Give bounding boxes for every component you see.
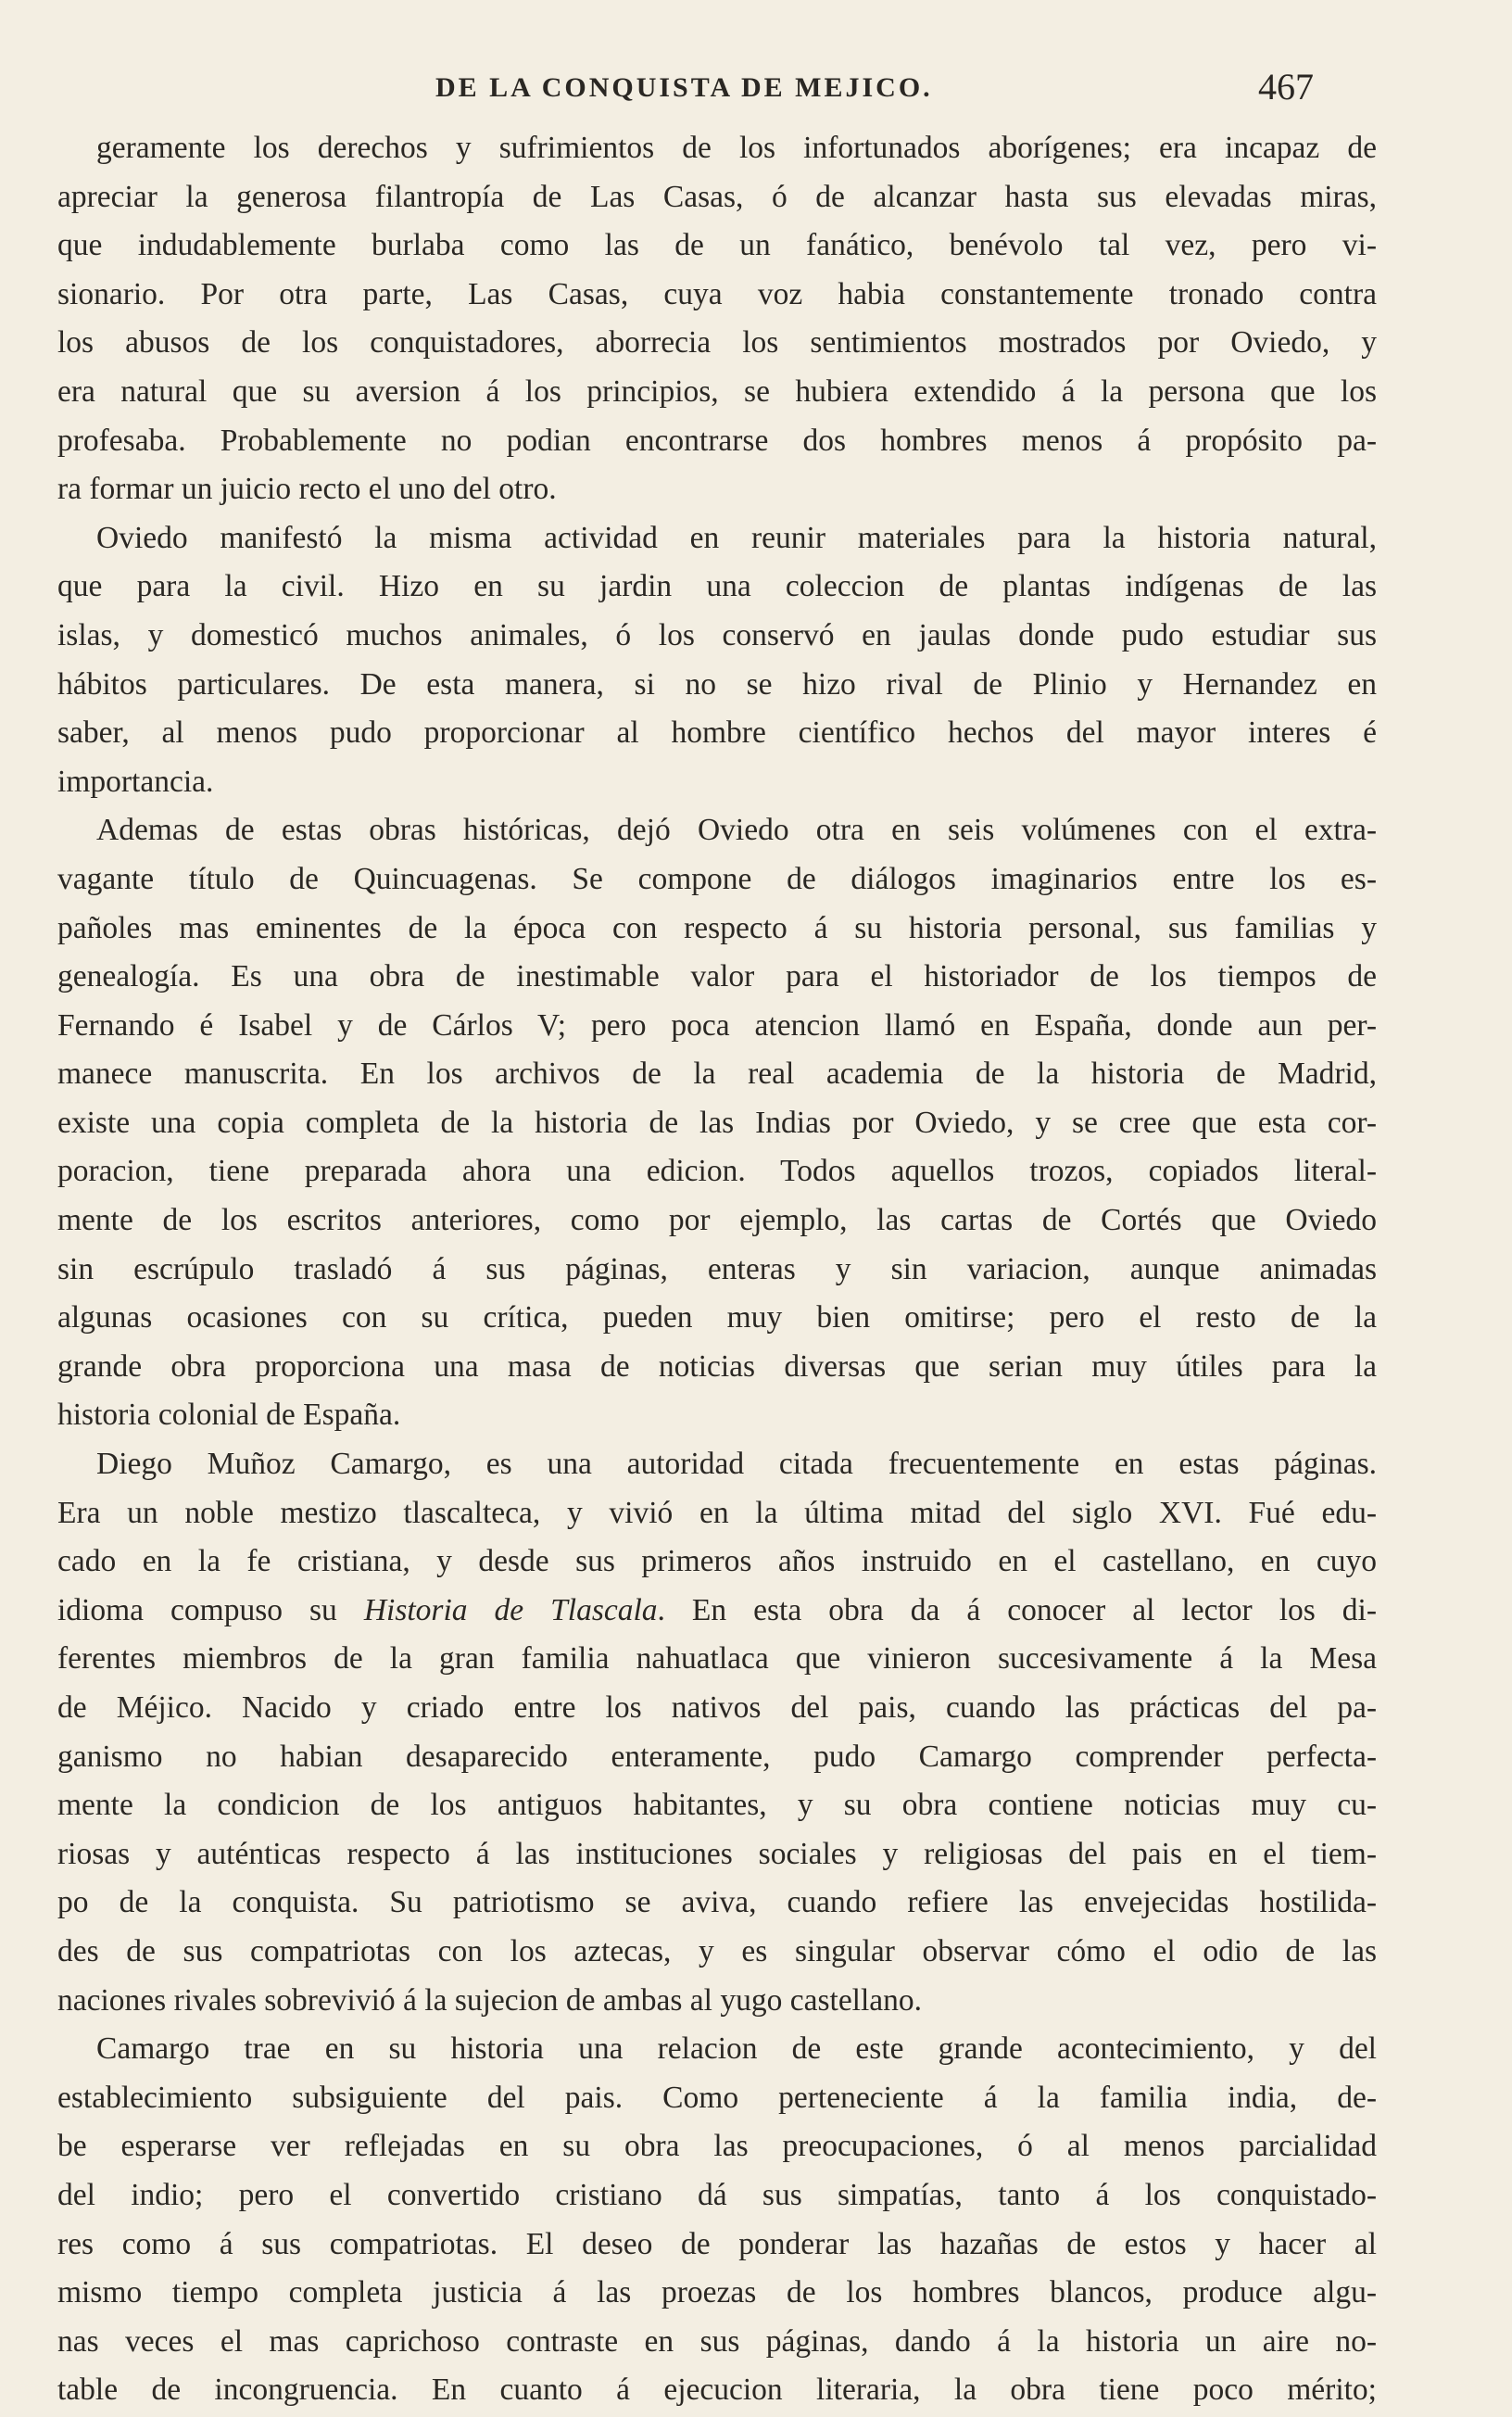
- text-line: mente de los escritos anteriores, como por ejemplo, las cartas de Cortés que Oviedo: [57, 1203, 1377, 1238]
- text-line: res como á sus compatriotas. El deseo de ponderar las hazañas de estos y hacer al: [57, 2226, 1377, 2261]
- text-line: po de la conquista. Su patriotismo se aviva, cuando refiere las envejecidas hostilida-: [57, 1885, 1377, 1920]
- text-line: sin escrúpulo trasladó á sus páginas, enteras y sin variacion, aunque animadas: [57, 1251, 1377, 1286]
- paragraph: [57, 514, 1377, 807]
- text-line: existe una copia completa de la historia de las Indias por Oviedo, y se cree que esta cor-: [57, 1105, 1377, 1140]
- text-line: de Méjico. Nacido y criado entre los nativos del pais, cuando las prácticas del pa-: [57, 1690, 1377, 1725]
- running-title: DE LA CONQUISTA DE MEJICO.: [435, 72, 933, 103]
- page-number: 467: [1258, 66, 1314, 108]
- text-line: riosas y auténticas respecto á las instituciones sociales y religiosas del pais en el tiem-: [57, 1836, 1377, 1871]
- text-line: grande obra proporciona una masa de noticias diversas que serian muy útiles para la: [57, 1348, 1377, 1384]
- text-line: Camargo trae en su historia una relacion de este grande acontecimiento, y del: [96, 2031, 1377, 2067]
- paragraph: [57, 2025, 1377, 2415]
- text-line: apreciar la generosa filantropía de Las Casas, ó de alcanzar hasta sus elevadas miras,: [57, 179, 1377, 214]
- text-line: vagante título de Quincuagenas. Se compone de diálogos imaginarios entre los es-: [57, 861, 1377, 896]
- text-line: Fernando é Isabel y de Cárlos V; pero poca atencion llamó en España, donde aun per-: [57, 1007, 1377, 1043]
- text-line: nas veces el mas caprichoso contraste en sus páginas, dando á la historia un aire no-: [57, 2323, 1377, 2359]
- text-line: ganismo no habian desaparecido enteramente, pudo Camargo comprender perfecta-: [57, 1739, 1377, 1774]
- text-line: del indio; pero el convertido cristiano dá sus simpatías, tanto á los conquistado-: [57, 2177, 1377, 2212]
- book-title-italic: Historia de Tlascala: [363, 1592, 658, 1627]
- text-line: islas, y domesticó muchos animales, ó los conservó en jaulas donde pudo estudiar sus: [57, 617, 1377, 652]
- paragraph: [57, 124, 1377, 514]
- text-line: que indudablemente burlaba como las de un fanático, benévolo tal vez, pero vi-: [57, 228, 1377, 263]
- text-line: algunas ocasiones con su crítica, pueden muy bien omitirse; pero el resto de la: [57, 1300, 1377, 1335]
- text-line: establecimiento subsiguiente del pais. Como perteneciente á la familia india, de-: [57, 2080, 1377, 2115]
- text-line: hábitos particulares. De esta manera, si no se hizo rival de Plinio y Hernandez en: [57, 666, 1377, 702]
- text-line: genealogía. Es una obra de inestimable valor para el historiador de los tiempos de: [57, 959, 1377, 994]
- text-line: idioma compuso su Historia de Tlascala. En esta obra da á conocer al lector los di-: [57, 1592, 1377, 1627]
- text-line: Era un noble mestizo tlascalteca, y vivió en la última mitad del siglo XVI. Fué edu-: [57, 1495, 1377, 1530]
- text-line: mente la condicion de los antiguos habitantes, y su obra contiene noticias muy cu-: [57, 1788, 1377, 1823]
- text-line: naciones rivales sobrevivió á la sujecion de ambas al yugo castellano.: [57, 1982, 923, 2018]
- text-line: table de incongruencia. En cuanto á ejecucion literaria, la obra tiene poco mérito;: [57, 2373, 1377, 2408]
- text-line: importancia.: [57, 764, 214, 799]
- text-line: que para la civil. Hizo en su jardin una coleccion de plantas indígenas de las: [57, 569, 1377, 604]
- text-line: poracion, tiene preparada ahora una edicion. Todos aquellos trozos, copiados literal-: [57, 1154, 1377, 1189]
- text-line: be esperarse ver reflejadas en su obra las preocupaciones, ó al menos parcialidad: [57, 2129, 1377, 2164]
- text-line: sionario. Por otra parte, Las Casas, cuya voz habia constantemente tronado contra: [57, 276, 1377, 311]
- text-line: cado en la fe cristiana, y desde sus primeros años instruido en el castellano, en cuyo: [57, 1544, 1377, 1579]
- text-line: profesaba. Probablemente no podian encontrarse dos hombres menos á propósito pa-: [57, 423, 1377, 458]
- text-line: mismo tiempo completa justicia á las proezas de los hombres blancos, produce algu-: [57, 2275, 1377, 2310]
- paragraph: [57, 806, 1377, 1440]
- body-text: [57, 124, 1377, 2415]
- text-line: manece manuscrita. En los archivos de la real academia de la historia de Madrid,: [57, 1057, 1377, 1092]
- text-line: des de sus compatriotas con los aztecas, y es singular observar cómo el odio de las: [57, 1933, 1377, 1968]
- paragraph: [57, 1440, 1377, 2025]
- text-line: geramente los derechos y sufrimientos de los infortunados aborígenes; era incapaz de: [96, 131, 1377, 165]
- text-line: saber, al menos pudo proporcionar al hombre científico hechos del mayor interes é: [57, 715, 1377, 751]
- text-line: ra formar un juicio recto el uno del otro.: [57, 472, 557, 507]
- text-line: Ademas de estas obras históricas, dejó Oviedo otra en seis volúmenes con el extra-: [96, 813, 1377, 848]
- text-line: pañoles mas eminentes de la época con respecto á su historia personal, sus familias y: [57, 910, 1377, 945]
- text-line: historia colonial de España.: [57, 1398, 401, 1433]
- text-line: ferentes miembros de la gran familia nahuatlaca que vinieron succesivamente á la Mesa: [57, 1641, 1377, 1677]
- text-line: era natural que su aversion á los principios, se hubiera extendido á la persona que los: [57, 373, 1377, 409]
- text-line: Diego Muñoz Camargo, es una autoridad citada frecuentemente en estas páginas.: [96, 1447, 1377, 1482]
- text-line: los abusos de los conquistadores, aborrecia los sentimientos mostrados por Oviedo, y: [57, 325, 1377, 361]
- text-line: Oviedo manifestó la misma actividad en reunir materiales para la historia natural,: [96, 520, 1377, 555]
